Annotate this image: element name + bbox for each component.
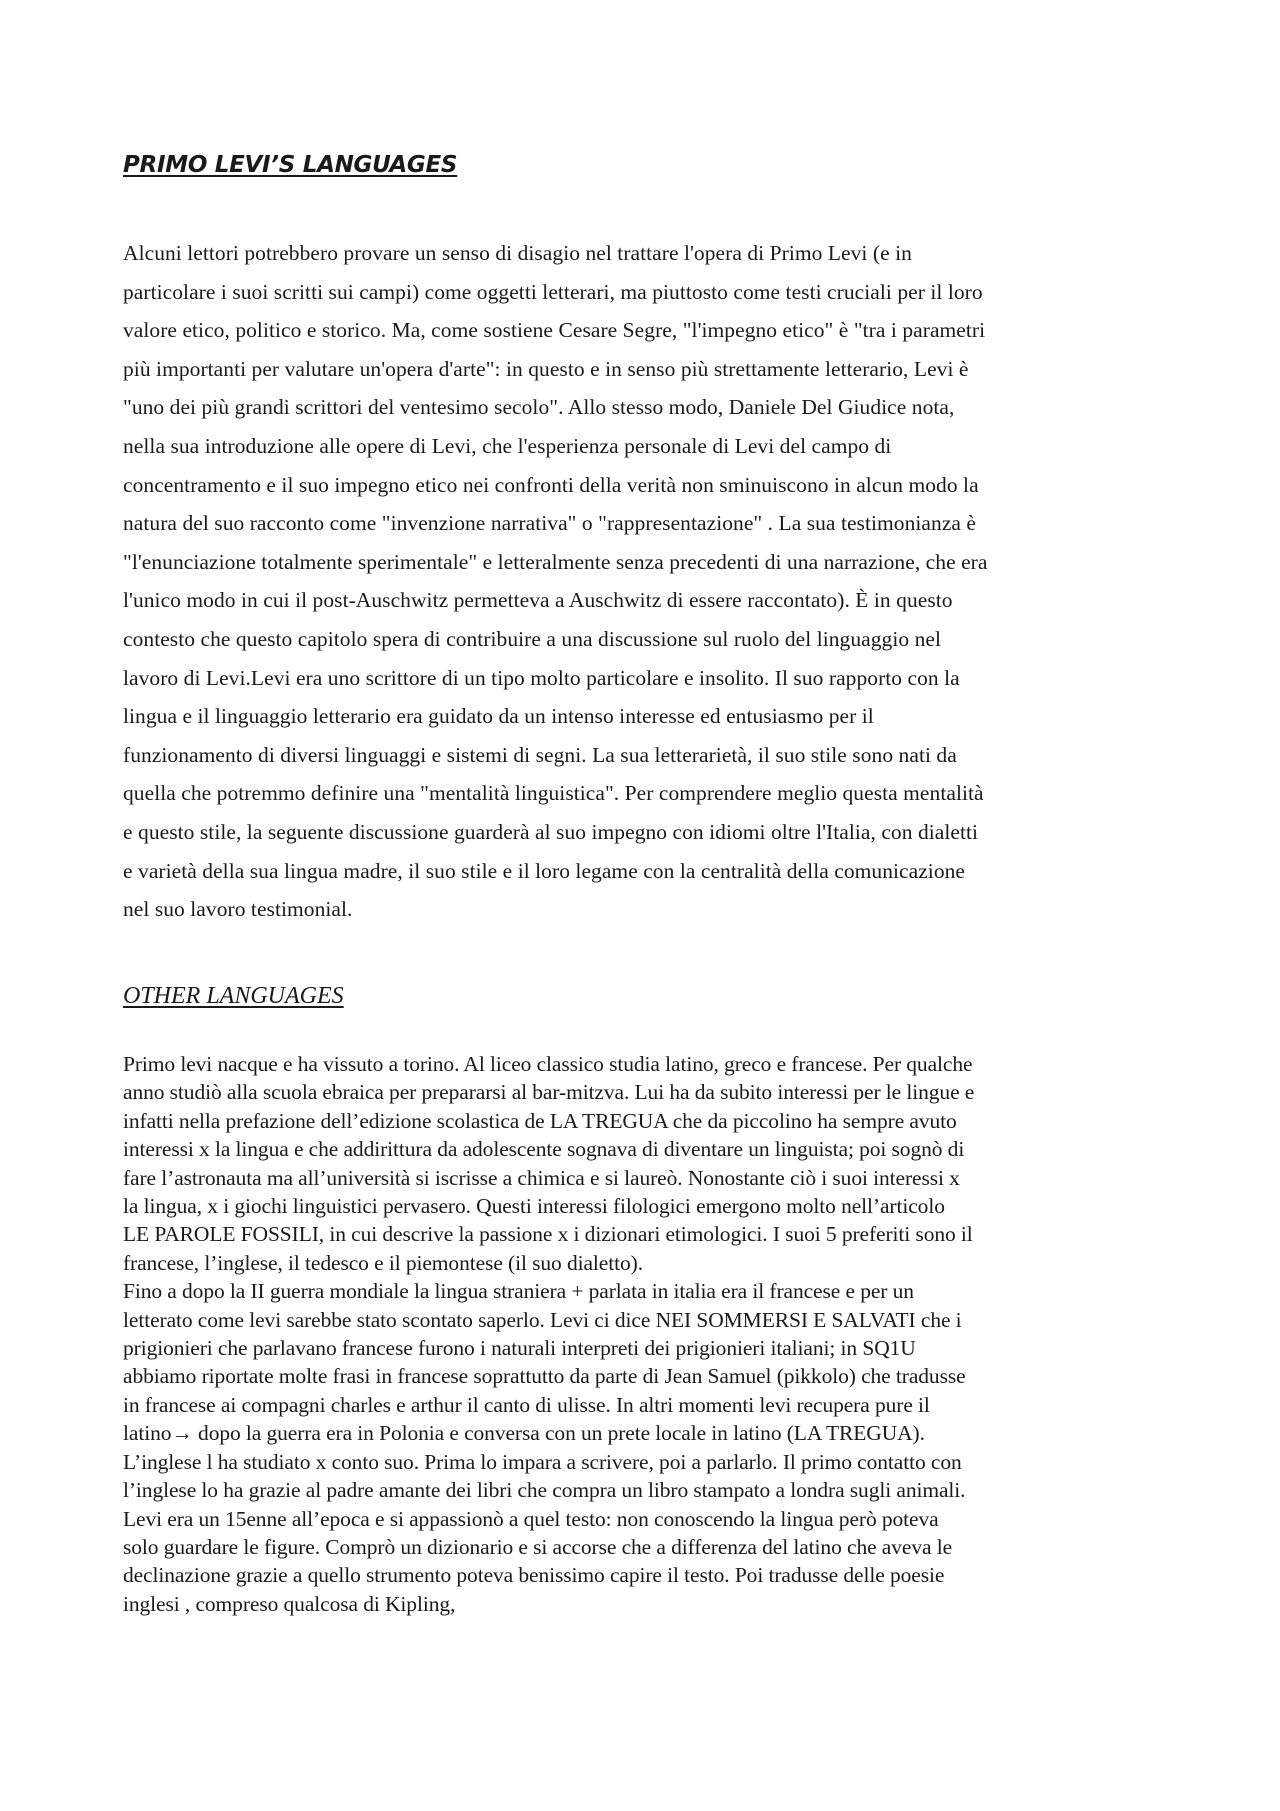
intro-line: lavoro di Levi.Levi era uno scrittore di un tipo molto particolare e insolito. Il suo rapporto con la	[123, 665, 960, 690]
intro-line: concentramento e il suo impegno etico nei confronti della verità non sminuiscono in alcun modo la	[123, 472, 979, 497]
section-line: infatti nella prefazione dell’edizione scolastica de LA TREGUA che da piccolino ha sempre avuto	[123, 1108, 957, 1133]
intro-line: nella sua introduzione alle opere di Levi, che l'esperienza personale di Levi del campo di	[123, 433, 892, 458]
intro-line: "uno dei più grandi scrittori del ventesimo secolo". Allo stesso modo, Daniele Del Giudice nota,	[123, 395, 955, 420]
section-line: LE PAROLE FOSSILI, in cui descrive la passione x i dizionari etimologici. I suoi 5 preferiti sono il	[123, 1222, 973, 1247]
section-line: prigionieri che parlavano francese furono i naturali interpreti dei prigionieri italiani; in SQ1U	[123, 1336, 916, 1361]
intro-line: lingua e il linguaggio letterario era guidato da un intenso interesse ed entusiasmo per il	[123, 704, 874, 729]
intro-line: più importanti per valutare un'opera d'arte": in questo e in senso più strettamente letterario, Levi è	[123, 356, 969, 381]
section-line: latino→ dopo la guerra era in Polonia e conversa con un prete locale in latino (LA TREGUA).	[123, 1421, 925, 1446]
intro-line: natura del suo racconto come "invenzione narrativa" o "rappresentazione" . La sua testimonianza è	[123, 511, 977, 536]
section-line: l’inglese lo ha grazie al padre amante dei libri che compra un libro stampato a londra sugli animali.	[123, 1478, 966, 1503]
section-line: anno studiò alla scuola ebraica per prepararsi al bar-mitzva. Lui ha da subito interessi per le lingue e	[123, 1080, 975, 1105]
section-line: solo guardare le figure. Comprò un dizionario e si accorse che a differenza del latino che aveva le	[123, 1534, 953, 1559]
intro-line: contesto che questo capitolo spera di contribuire a una discussione sul ruolo del linguaggio nel	[123, 626, 942, 651]
section-line: Primo levi nacque e ha vissuto a torino. Al liceo classico studia latino, greco e francese. Per qualche	[123, 1052, 973, 1076]
section-line: L’inglese l ha studiato x conto suo. Prima lo impara a scrivere, poi a parlarlo. Il primo contatto con	[123, 1449, 962, 1474]
section-line: inglesi , compreso qualcosa di Kipling,	[123, 1591, 456, 1616]
intro-line: "l'enunciazione totalmente sperimentale" e letteralmente senza precedenti di una narrazione, che era	[123, 549, 988, 574]
section-line: declinazione grazie a quello strumento poteva benissimo capire il testo. Poi tradusse delle poesie	[123, 1563, 945, 1588]
intro-line: e varietà della sua lingua madre, il suo stile e il loro legame con la centralità della comunicazione	[123, 858, 966, 883]
section-line: fare l’astronauta ma all’università si iscrisse a chimica e si laureò. Nonostante ciò i suoi interessi x	[123, 1165, 960, 1190]
section-title: OTHER LANGUAGES	[123, 983, 344, 1009]
intro-line: Alcuni lettori potrebbero provare un senso di disagio nel trattare l'opera di Primo Levi (e in	[123, 241, 912, 265]
section-line: letterato come levi sarebbe stato scontato saperlo. Levi ci dice NEI SOMMERSI E SALVATI che i	[123, 1307, 962, 1332]
section-line: interessi x la lingua e che addirittura da adolescente sognava di diventare un linguista; poi sognò di	[123, 1137, 965, 1162]
section-line: la lingua, x i giochi linguistici pervasero. Questi interessi filologici emergono molto nell’articolo	[123, 1194, 945, 1219]
intro-line: particolare i suoi scritti sui campi) come oggetti letterari, ma piuttosto come testi cruciali per il loro	[123, 279, 983, 304]
intro-paragraph	[123, 234, 1168, 929]
section-line: Levi era un 15enne all’epoca e si appassionò a quel testo: non conoscendo la lingua però poteva	[123, 1506, 939, 1531]
intro-line: quella che potremmo definire una "mentalità linguistica". Per comprendere meglio questa mentalità	[123, 781, 984, 806]
intro-line: valore etico, politico e storico. Ma, come sostiene Cesare Segre, "l'impegno etico" è "tra i parametri	[123, 318, 986, 343]
section-line: in francese ai compagni charles e arthur il canto di ulisse. In altri momenti levi recupera pure il	[123, 1392, 930, 1417]
section-line: Fino a dopo la II guerra mondiale la lingua straniera + parlata in italia era il francese e per un	[123, 1279, 914, 1304]
intro-line: l'unico modo in cui il post-Auschwitz permetteva a Auschwitz di essere raccontato). È in questo	[123, 588, 953, 613]
intro-line: funzionamento di diversi linguaggi e sistemi di segni. La sua letterarietà, il suo stile sono nati da	[123, 742, 957, 767]
section-line: francese, l’inglese, il tedesco e il piemontese (il suo dialetto).	[123, 1250, 643, 1275]
intro-line: e questo stile, la seguente discussione guarderà al suo impegno con idiomi oltre l'Italia, con dialetti	[123, 819, 979, 844]
intro-line: nel suo lavoro testimonial.	[123, 897, 353, 922]
section-line: abbiamo riportate molte frasi in francese soprattutto da parte di Jean Samuel (pikkolo) che tradusse	[123, 1364, 966, 1389]
section-paragraph	[123, 1050, 1183, 1618]
document-title: PRIMO LEVI’S LANGUAGES	[123, 152, 458, 178]
